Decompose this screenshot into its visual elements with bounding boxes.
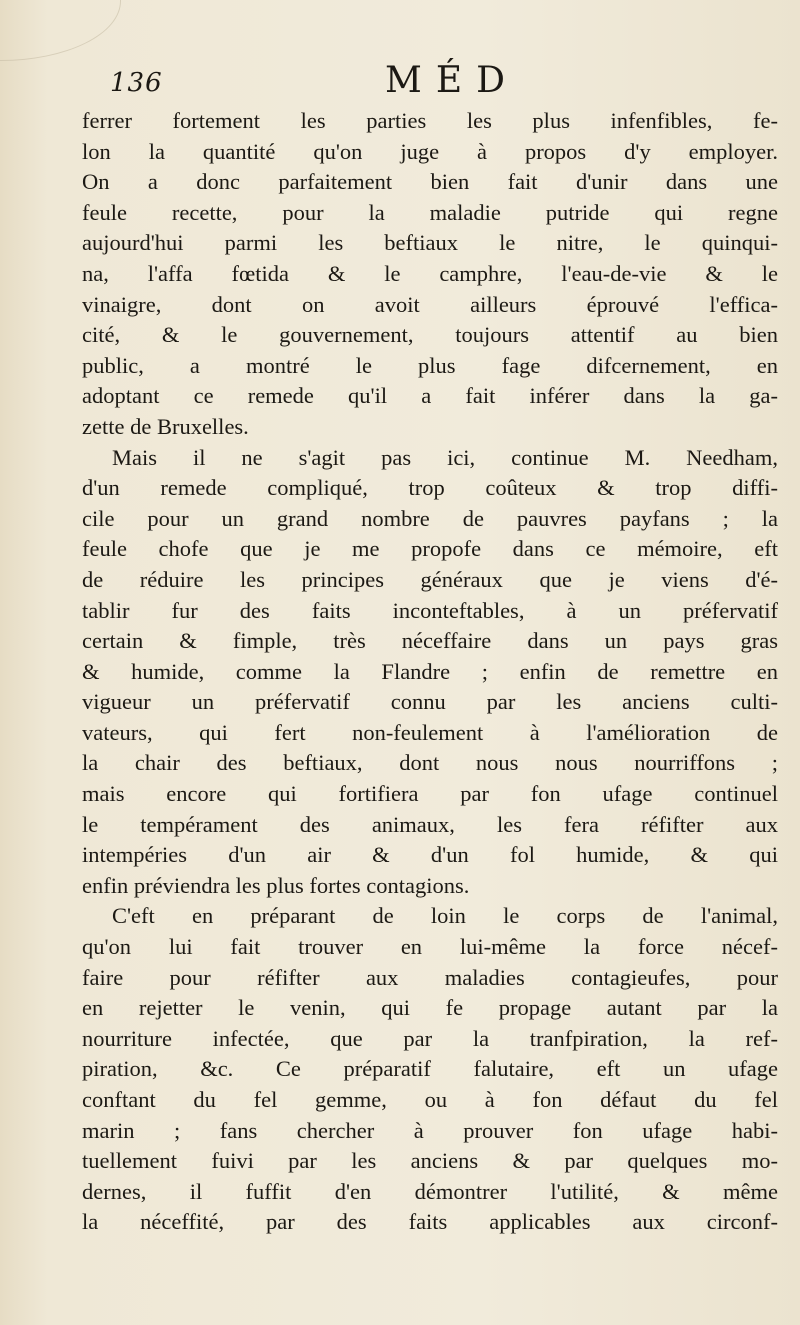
text-line: vigueur un préfervatif connu par les anciens culti-	[82, 689, 778, 715]
text-line: lon la quantité qu'on juge à propos d'y employer.	[82, 138, 778, 164]
text-line: ferrer fortement les parties les plus infenfibles, fe-	[82, 108, 778, 133]
text-line: la néceffité, par des faits applicables aux circonf-	[82, 1209, 778, 1235]
page-header	[110, 60, 520, 104]
text-line: vinaigre, dont on avoit ailleurs éprouvé l'effica-	[82, 291, 778, 317]
text-line: zette de Bruxelles.	[82, 413, 249, 439]
running-head: MÉD	[385, 60, 520, 101]
text-line: enfin préviendra les plus fortes contagions.	[82, 872, 470, 898]
body-text	[82, 106, 778, 1238]
text-line: piration, &c. Ce préparatif falutaire, eft un ufage	[82, 1056, 778, 1082]
text-line: On a donc parfaitement bien fait d'unir dans une	[82, 169, 778, 195]
text-line: marin ; fans chercher à prouver fon ufage habi-	[82, 1117, 778, 1143]
text-line: en rejetter le venin, qui fe propage autant par la	[82, 995, 778, 1021]
text-line: nourriture infectée, que par la tranfpiration, la ref-	[82, 1025, 778, 1051]
text-line: qu'on lui fait trouver en lui-même la force nécef-	[82, 934, 778, 960]
text-line: tuellement fuivi par les anciens & par quelques mo-	[82, 1148, 778, 1174]
text-line: dernes, il fuffit d'en démontrer l'utilité, & même	[82, 1178, 778, 1204]
text-line: cité, & le gouvernement, toujours attentif au bien	[82, 322, 778, 348]
text-line: certain & fimple, très néceffaire dans un pays gras	[82, 628, 778, 654]
text-line: C'eft en préparant de loin le corps de l'animal,	[112, 903, 778, 929]
text-line: aujourd'hui parmi les beftiaux le nitre, le quinqui-	[82, 230, 778, 256]
text-line: conftant du fel gemme, ou à fon défaut du fel	[82, 1087, 778, 1112]
text-line: cile pour un grand nombre de pauvres payfans ; la	[82, 505, 778, 531]
text-line: feule chofe que je me propofe dans ce mémoire, eft	[82, 536, 778, 562]
text-line: na, l'affa fœtida & le camphre, l'eau-de-vie & le	[82, 260, 778, 286]
text-line: public, a montré le plus fage difcernement, en	[82, 352, 778, 378]
text-line: adoptant ce remede qu'il a fait inférer dans la ga-	[82, 383, 778, 409]
text-line: mais encore qui fortifiera par fon ufage continuel	[82, 781, 778, 807]
text-line: feule recette, pour la maladie putride qui regne	[82, 199, 778, 225]
text-line: Mais il ne s'agit pas ici, continue M. Needham,	[112, 444, 778, 470]
page-number: 136	[110, 68, 163, 98]
text-line: le tempérament des animaux, les fera réfifter aux	[82, 811, 778, 837]
text-line: & humide, comme la Flandre ; enfin de remettre en	[82, 658, 778, 684]
page-corner-curl	[0, 0, 121, 61]
text-line: intempéries d'un air & d'un fol humide, & qui	[82, 842, 778, 868]
text-line: vateurs, qui fert non-feulement à l'amélioration de	[82, 719, 778, 745]
text-line: tablir fur des faits inconteftables, à un préfervatif	[82, 597, 778, 623]
text-line: de réduire les principes généraux que je viens d'é-	[82, 566, 778, 592]
text-line: la chair des beftiaux, dont nous nous nourriffons ;	[82, 750, 778, 776]
text-line: d'un remede compliqué, trop coûteux & trop diffi-	[82, 475, 778, 501]
text-line: faire pour réfifter aux maladies contagieufes, pour	[82, 964, 778, 990]
